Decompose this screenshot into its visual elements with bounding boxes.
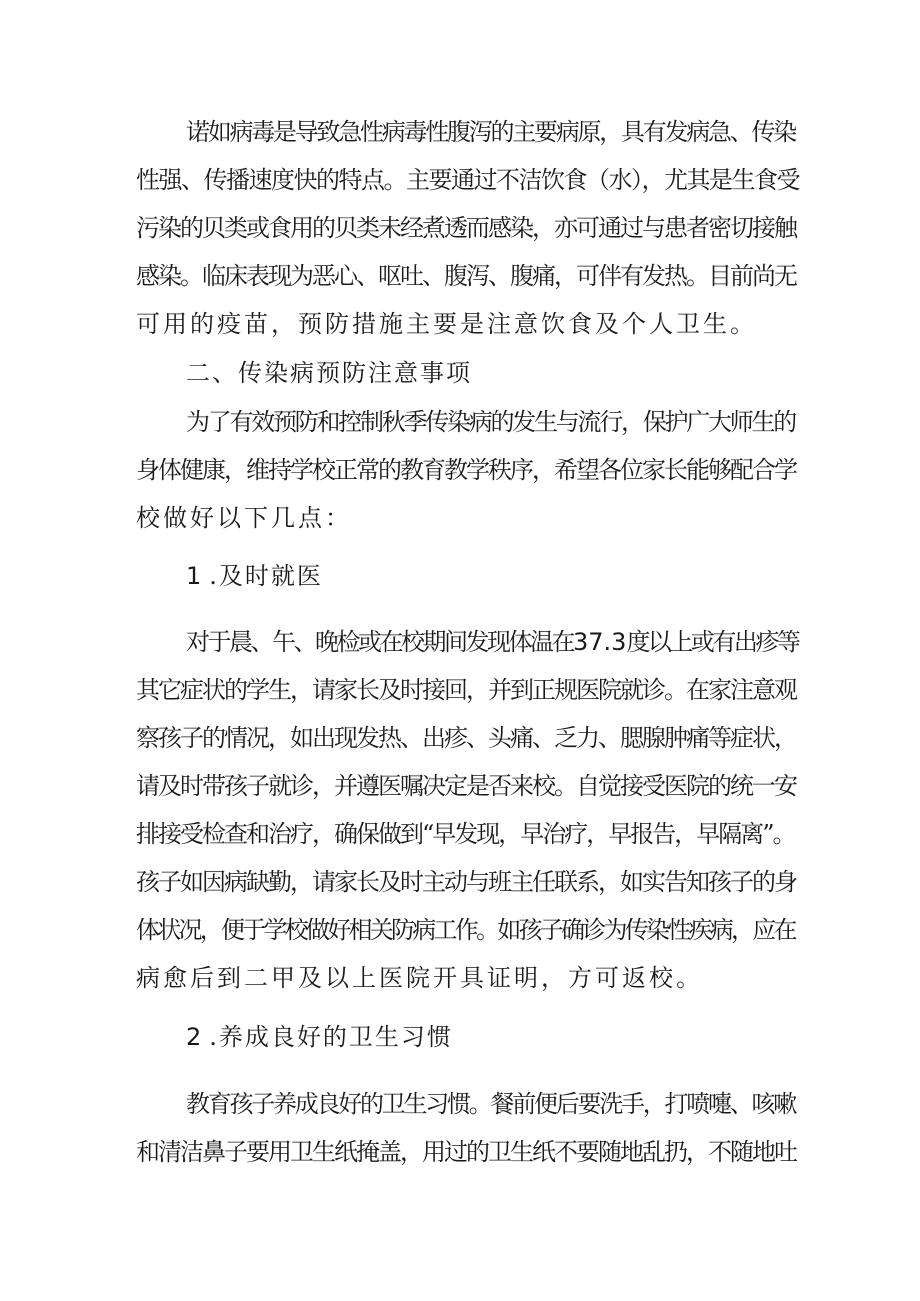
paragraph-line: 为了有效预防和控制秋季传染病的发生与流行，保护广大师生的 <box>186 408 795 436</box>
paragraph-line: 性强、传播速度快的特点。主要通过不洁饮食（水），尤其是生食受 <box>136 166 799 194</box>
paragraph-line: 察孩子的情况，如出现发热、出疹、头痛、乏力、腮腺肿痛等症状， <box>136 724 796 752</box>
paragraph-line <box>186 625 800 659</box>
paragraph-line: 和清洁鼻子要用卫生纸掩盖，用过的卫生纸不要随地乱扔，不随地吐 <box>136 1138 796 1166</box>
paragraph-line: 排接受检查和治疗，确保做到“早发现，早治疗，早报告，早隔离”。 <box>136 820 795 848</box>
item-number: 2 <box>186 1023 202 1051</box>
item-number: 1 <box>186 562 202 590</box>
text-run: 度以上或有出疹等 <box>626 628 799 656</box>
text-run: 对于晨、午、晚检或在校期间发现体温在 <box>186 628 573 656</box>
item-heading-2 <box>186 1020 800 1054</box>
paragraph-line: 校做好以下几点： <box>136 504 352 532</box>
paragraph-line: 其它症状的学生，请家长及时接回，并到正规医院就诊。在家注意观 <box>136 676 796 704</box>
paragraph-line: 教育孩子养成良好的卫生习惯。餐前便后要洗手，打喷嚏、咳嗽 <box>186 1090 795 1118</box>
item-heading-1 <box>186 559 800 593</box>
item-title: .养成良好的卫生习惯 <box>209 1023 453 1051</box>
paragraph-line: 可用的疫苗，预防措施主要是注意饮食及个人卫生。 <box>136 310 757 338</box>
section-heading: 二、传染病预防注意事项 <box>186 359 472 387</box>
paragraph-line: 体状况，便于学校做好相关防病工作。如孩子确诊为传染性疾病，应在 <box>136 916 795 944</box>
paragraph-line: 污染的贝类或食用的贝类未经煮透而感染，亦可通过与患者密切接触 <box>136 214 796 242</box>
paragraph-line: 孩子如因病缺勤，请家长及时主动与班主任联系，如实告知孩子的身 <box>136 868 796 896</box>
temperature-value: 37.3 <box>573 628 627 656</box>
paragraph-line: 感染。临床表现为恶心、呕吐、腹泻、腹痛，可伴有发热。目前尚无 <box>136 262 796 290</box>
item-title: .及时就医 <box>209 562 323 590</box>
paragraph-line: 身体健康，维持学校正常的教育教学秩序，希望各位家长能够配合学 <box>136 456 796 484</box>
paragraph-line: 诺如病毒是导致急性病毒性腹泻的主要病原，具有发病急、传染 <box>186 118 795 146</box>
paragraph-line: 请及时带孩子就诊，并遵医嘱决定是否来校。自觉接受医院的统一安 <box>136 772 796 800</box>
paragraph-line: 病愈后到二甲及以上医院开具证明，方可返校。 <box>136 964 703 992</box>
